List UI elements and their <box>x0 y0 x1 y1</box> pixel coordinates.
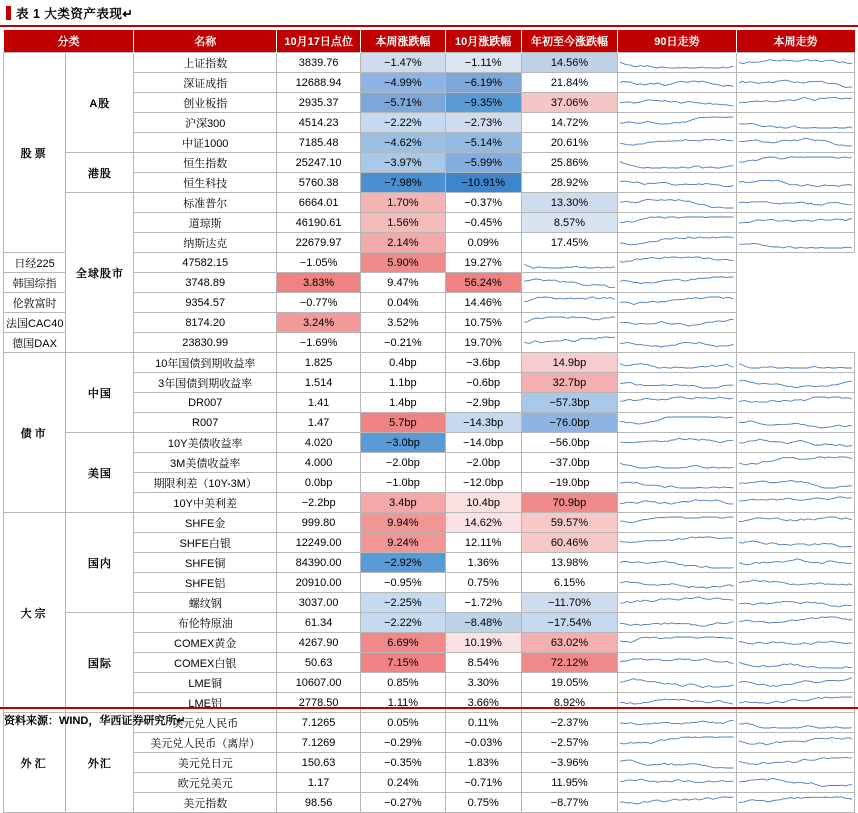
asset-name-cell: 欧元兑美元 <box>134 773 277 793</box>
trend-90d-cell <box>618 613 736 633</box>
level-cell: 7185.48 <box>276 133 360 153</box>
trend-week-cell <box>736 533 854 553</box>
level-cell: 3748.89 <box>134 273 277 293</box>
level-cell: 22679.97 <box>276 233 360 253</box>
trend-week-cell <box>736 113 854 133</box>
week-change-cell: −0.29% <box>361 733 445 753</box>
table-row <box>4 193 855 213</box>
trend-90d-cell <box>521 313 617 333</box>
trend-week-cell <box>736 493 854 513</box>
asset-name-cell: 螺纹钢 <box>134 593 277 613</box>
week-change-cell: 1.70% <box>361 193 445 213</box>
asset-name-cell: 道琼斯 <box>134 213 277 233</box>
month-change-cell: −14.0bp <box>445 433 521 453</box>
ytd-change-cell: 14.72% <box>521 113 617 133</box>
level-cell: 1.41 <box>276 393 360 413</box>
level-cell: 1.514 <box>276 373 360 393</box>
trend-week-cell <box>736 93 854 113</box>
trend-90d-cell <box>618 233 736 253</box>
ytd-change-cell: 13.30% <box>521 193 617 213</box>
month-change-cell: 5.90% <box>361 253 445 273</box>
ytd-change-cell: 19.05% <box>521 673 617 693</box>
ytd-change-cell: −76.0bp <box>521 413 617 433</box>
asset-name-cell: R007 <box>134 413 277 433</box>
month-change-cell: −3.6bp <box>445 353 521 373</box>
level-cell: 7.1265 <box>276 713 360 733</box>
trend-90d-cell <box>618 53 736 73</box>
month-change-cell: 9.47% <box>361 273 445 293</box>
ytd-change-cell: −8.77% <box>521 793 617 813</box>
level-cell: 12249.00 <box>276 533 360 553</box>
asset-name-cell: 伦敦富时 <box>4 293 66 313</box>
month-change-cell: −12.0bp <box>445 473 521 493</box>
month-change-cell: −9.35% <box>445 93 521 113</box>
ytd-change-cell: 25.86% <box>521 153 617 173</box>
level-cell: 46190.61 <box>276 213 360 233</box>
week-change-cell: 6.69% <box>361 633 445 653</box>
table-row <box>4 53 855 73</box>
trend-week-cell <box>736 73 854 93</box>
trend-90d-cell <box>618 513 736 533</box>
week-change-cell: −5.71% <box>361 93 445 113</box>
week-change-cell: −0.95% <box>361 573 445 593</box>
week-change-cell: 1.56% <box>361 213 445 233</box>
group-cell: 外汇 <box>4 713 66 813</box>
week-change-cell: −1.05% <box>276 253 360 273</box>
month-change-cell: 1.36% <box>445 553 521 573</box>
ytd-change-cell: −56.0bp <box>521 433 617 453</box>
col-header-90d-trend: 90日走势 <box>618 30 736 53</box>
trend-week-cell <box>736 473 854 493</box>
asset-name-cell: 3年国债到期收益率 <box>134 373 277 393</box>
month-change-cell: 0.75% <box>445 793 521 813</box>
trend-week-cell <box>736 613 854 633</box>
ytd-change-cell: 28.92% <box>521 173 617 193</box>
ytd-change-cell: 17.45% <box>521 233 617 253</box>
trend-90d-cell <box>618 753 736 773</box>
asset-performance-table <box>3 30 855 813</box>
ytd-change-cell: 13.98% <box>521 553 617 573</box>
level-cell: 2778.50 <box>276 693 360 713</box>
ytd-change-cell: −2.57% <box>521 733 617 753</box>
week-change-cell: 9.94% <box>361 513 445 533</box>
week-change-cell: 1.11% <box>361 693 445 713</box>
week-change-cell: 1.4bp <box>361 393 445 413</box>
month-change-cell: −0.71% <box>445 773 521 793</box>
asset-name-cell: 创业板指 <box>134 93 277 113</box>
col-header-ytd-change: 年初至今涨跌幅 <box>521 30 617 53</box>
trend-week-cell <box>618 293 736 313</box>
asset-name-cell: COMEX白银 <box>134 653 277 673</box>
week-change-cell: 0.4bp <box>361 353 445 373</box>
month-change-cell: −0.37% <box>445 193 521 213</box>
level-cell: 1.825 <box>276 353 360 373</box>
trend-week-cell <box>736 753 854 773</box>
week-change-cell: −1.0bp <box>361 473 445 493</box>
week-change-cell: −0.77% <box>276 293 360 313</box>
ytd-change-cell: 59.57% <box>521 513 617 533</box>
table-row <box>4 613 855 633</box>
ytd-change-cell: −2.37% <box>521 713 617 733</box>
trend-week-cell <box>618 333 736 353</box>
asset-name-cell: 美元兑日元 <box>134 753 277 773</box>
level-cell: 4.020 <box>276 433 360 453</box>
trend-week-cell <box>736 593 854 613</box>
month-change-cell: 14.62% <box>445 513 521 533</box>
ytd-change-cell: −3.96% <box>521 753 617 773</box>
trend-week-cell <box>736 633 854 653</box>
asset-name-cell: SHFE铝 <box>134 573 277 593</box>
week-change-cell: 2.14% <box>361 233 445 253</box>
trend-week-cell <box>736 553 854 573</box>
month-change-cell: 10.19% <box>445 633 521 653</box>
month-change-cell: −0.45% <box>445 213 521 233</box>
trend-week-cell <box>736 173 854 193</box>
trend-90d-cell <box>618 653 736 673</box>
trend-week-cell <box>736 353 854 373</box>
ytd-change-cell: 20.61% <box>521 133 617 153</box>
trend-90d-cell <box>618 193 736 213</box>
week-change-cell: −2.92% <box>361 553 445 573</box>
ytd-change-cell: 56.24% <box>445 273 521 293</box>
asset-name-cell: 纳斯达克 <box>134 233 277 253</box>
asset-name-cell: 德国DAX <box>4 333 66 353</box>
trend-90d-cell <box>618 433 736 453</box>
trend-week-cell <box>736 133 854 153</box>
trend-90d-cell <box>618 553 736 573</box>
level-cell: 3037.00 <box>276 593 360 613</box>
month-change-cell: −14.3bp <box>445 413 521 433</box>
trend-week-cell <box>736 793 854 813</box>
week-change-cell: −1.69% <box>276 333 360 353</box>
trend-90d-cell <box>618 133 736 153</box>
level-cell: 9354.57 <box>134 293 277 313</box>
ytd-change-cell: 14.46% <box>445 293 521 313</box>
asset-name-cell: 上证指数 <box>134 53 277 73</box>
trend-90d-cell <box>618 793 736 813</box>
month-change-cell: 3.52% <box>361 313 445 333</box>
week-change-cell: 3.83% <box>276 273 360 293</box>
trend-90d-cell <box>618 353 736 373</box>
trend-90d-cell <box>618 733 736 753</box>
asset-name-cell: 期限利差（10Y-3M） <box>134 473 277 493</box>
subgroup-cell: 国际 <box>66 613 134 713</box>
level-cell: 23830.99 <box>134 333 277 353</box>
level-cell: 4.000 <box>276 453 360 473</box>
week-change-cell: −7.98% <box>361 173 445 193</box>
col-header-week-change: 本周涨跌幅 <box>361 30 445 53</box>
week-change-cell: 9.24% <box>361 533 445 553</box>
level-cell: 4267.90 <box>276 633 360 653</box>
week-change-cell: −0.27% <box>361 793 445 813</box>
level-cell: 1.17 <box>276 773 360 793</box>
asset-name-cell: SHFE铜 <box>134 553 277 573</box>
level-cell: 8174.20 <box>134 313 277 333</box>
subgroup-cell: 全球股市 <box>66 193 134 353</box>
trend-90d-cell <box>618 493 736 513</box>
asset-name-cell: 恒生科技 <box>134 173 277 193</box>
level-cell: 2935.37 <box>276 93 360 113</box>
level-cell: 5760.38 <box>276 173 360 193</box>
week-change-cell: −3.0bp <box>361 433 445 453</box>
ytd-change-cell: 8.92% <box>521 693 617 713</box>
asset-name-cell: 韩国综指 <box>4 273 66 293</box>
ytd-change-cell: 6.15% <box>521 573 617 593</box>
ytd-change-cell: −17.54% <box>521 613 617 633</box>
month-change-cell: −10.91% <box>445 173 521 193</box>
trend-90d-cell <box>618 213 736 233</box>
asset-name-cell: 10Y中美利差 <box>134 493 277 513</box>
trend-90d-cell <box>618 113 736 133</box>
month-change-cell: −5.14% <box>445 133 521 153</box>
month-change-cell: −5.99% <box>445 153 521 173</box>
trend-week-cell <box>736 673 854 693</box>
week-change-cell: 0.05% <box>361 713 445 733</box>
ytd-change-cell: 37.06% <box>521 93 617 113</box>
asset-name-cell: 10年国债到期收益率 <box>134 353 277 373</box>
week-change-cell: −4.62% <box>361 133 445 153</box>
trend-week-cell <box>736 453 854 473</box>
trend-week-cell <box>736 653 854 673</box>
trend-week-cell <box>618 253 736 273</box>
trend-week-cell <box>736 433 854 453</box>
month-change-cell: −8.48% <box>445 613 521 633</box>
month-change-cell: −2.0bp <box>445 453 521 473</box>
week-change-cell: 5.7bp <box>361 413 445 433</box>
asset-name-cell: DR007 <box>134 393 277 413</box>
ytd-change-cell: −57.3bp <box>521 393 617 413</box>
month-change-cell: −1.11% <box>445 53 521 73</box>
asset-name-cell: 法国CAC40 <box>4 313 66 333</box>
level-cell: 150.63 <box>276 753 360 773</box>
month-change-cell: −2.9bp <box>445 393 521 413</box>
asset-name-cell: 布伦特原油 <box>134 613 277 633</box>
trend-90d-cell <box>618 173 736 193</box>
trend-90d-cell <box>618 373 736 393</box>
week-change-cell: 0.85% <box>361 673 445 693</box>
month-change-cell: −2.73% <box>445 113 521 133</box>
week-change-cell: −2.22% <box>361 613 445 633</box>
level-cell: 999.80 <box>276 513 360 533</box>
table-row <box>4 513 855 533</box>
trend-90d-cell <box>618 473 736 493</box>
trend-90d-cell <box>618 773 736 793</box>
trend-90d-cell <box>618 673 736 693</box>
trend-week-cell <box>736 213 854 233</box>
trend-90d-cell <box>618 453 736 473</box>
ytd-change-cell: 19.70% <box>445 333 521 353</box>
month-change-cell: 1.83% <box>445 753 521 773</box>
asset-name-cell: 深证成指 <box>134 73 277 93</box>
level-cell: 25247.10 <box>276 153 360 173</box>
level-cell: 6664.01 <box>276 193 360 213</box>
asset-name-cell: SHFE金 <box>134 513 277 533</box>
trend-90d-cell <box>618 533 736 553</box>
trend-week-cell <box>736 153 854 173</box>
table-row <box>4 433 855 453</box>
asset-name-cell: 美元兑人民币 <box>134 713 277 733</box>
asset-name-cell: 美元指数 <box>134 793 277 813</box>
week-change-cell: 3.4bp <box>361 493 445 513</box>
col-header-level: 10月17日点位 <box>276 30 360 53</box>
ytd-change-cell: 72.12% <box>521 653 617 673</box>
month-change-cell: 10.4bp <box>445 493 521 513</box>
group-cell: 股票 <box>4 53 66 253</box>
trend-week-cell <box>736 513 854 533</box>
trend-90d-cell <box>618 73 736 93</box>
week-change-cell: −3.97% <box>361 153 445 173</box>
week-change-cell: −2.22% <box>361 113 445 133</box>
trend-90d-cell <box>618 633 736 653</box>
week-change-cell: 1.1bp <box>361 373 445 393</box>
asset-name-cell: COMEX黄金 <box>134 633 277 653</box>
trend-week-cell <box>736 373 854 393</box>
month-change-cell: 0.11% <box>445 713 521 733</box>
asset-name-cell: 标准普尔 <box>134 193 277 213</box>
asset-name-cell: 日经225 <box>4 253 66 273</box>
asset-name-cell: 3M美债收益率 <box>134 453 277 473</box>
col-header-category: 分类 <box>4 30 134 53</box>
week-change-cell: −2.25% <box>361 593 445 613</box>
week-change-cell: −1.47% <box>361 53 445 73</box>
table-row <box>4 153 855 173</box>
trend-90d-cell <box>521 293 617 313</box>
level-cell: 4514.23 <box>276 113 360 133</box>
trend-90d-cell <box>618 93 736 113</box>
level-cell: 50.63 <box>276 653 360 673</box>
level-cell: 7.1269 <box>276 733 360 753</box>
trend-week-cell <box>736 53 854 73</box>
subgroup-cell: 中国 <box>66 353 134 433</box>
month-change-cell: 3.66% <box>445 693 521 713</box>
level-cell: 1.47 <box>276 413 360 433</box>
trend-90d-cell <box>521 333 617 353</box>
month-change-cell: −1.72% <box>445 593 521 613</box>
page-title: 表 1 大类资产表现↵ <box>16 7 134 21</box>
col-header-name: 名称 <box>134 30 277 53</box>
trend-week-cell <box>736 773 854 793</box>
trend-90d-cell <box>618 593 736 613</box>
subgroup-cell: 美国 <box>66 433 134 513</box>
level-cell: 20910.00 <box>276 573 360 593</box>
month-change-cell: −6.19% <box>445 73 521 93</box>
asset-name-cell: SHFE白银 <box>134 533 277 553</box>
level-cell: 61.34 <box>276 613 360 633</box>
asset-name-cell: 美元兑人民币（离岸） <box>134 733 277 753</box>
ytd-change-cell: −37.0bp <box>521 453 617 473</box>
trend-90d-cell <box>618 573 736 593</box>
level-cell: 10607.00 <box>276 673 360 693</box>
ytd-change-cell: 8.57% <box>521 213 617 233</box>
ytd-change-cell: 63.02% <box>521 633 617 653</box>
ytd-change-cell: 14.9bp <box>521 353 617 373</box>
ytd-change-cell: 60.46% <box>521 533 617 553</box>
ytd-change-cell: 70.9bp <box>521 493 617 513</box>
trend-week-cell <box>736 413 854 433</box>
col-header-month-change: 10月涨跌幅 <box>445 30 521 53</box>
month-change-cell: 12.11% <box>445 533 521 553</box>
month-change-cell: −0.03% <box>445 733 521 753</box>
table-body <box>4 53 855 813</box>
level-cell: −2.2bp <box>276 493 360 513</box>
title-accent-mark <box>6 6 11 20</box>
trend-90d-cell <box>618 393 736 413</box>
ytd-change-cell: 21.84% <box>521 73 617 93</box>
level-cell: 84390.00 <box>276 553 360 573</box>
trend-week-cell <box>736 733 854 753</box>
col-header-week-trend: 本周走势 <box>736 30 854 53</box>
subgroup-cell: 港股 <box>66 153 134 193</box>
month-change-cell: 3.30% <box>445 673 521 693</box>
trend-90d-cell <box>618 153 736 173</box>
month-change-cell: −0.6bp <box>445 373 521 393</box>
trend-90d-cell <box>521 253 617 273</box>
month-change-cell: 0.09% <box>445 233 521 253</box>
asset-name-cell: 恒生指数 <box>134 153 277 173</box>
ytd-change-cell: −11.70% <box>521 593 617 613</box>
week-change-cell: 3.24% <box>276 313 360 333</box>
table-header-row <box>4 30 855 53</box>
trend-week-cell <box>736 573 854 593</box>
level-cell: 98.56 <box>276 793 360 813</box>
subgroup-cell: 外汇 <box>66 713 134 813</box>
week-change-cell: 0.24% <box>361 773 445 793</box>
ytd-change-cell: 19.27% <box>445 253 521 273</box>
level-cell: 0.0bp <box>276 473 360 493</box>
asset-name-cell: 10Y美债收益率 <box>134 433 277 453</box>
level-cell: 12688.94 <box>276 73 360 93</box>
title-bar <box>0 0 858 27</box>
trend-90d-cell <box>521 273 617 293</box>
month-change-cell: 0.04% <box>361 293 445 313</box>
ytd-change-cell: 10.75% <box>445 313 521 333</box>
table-row <box>4 353 855 373</box>
month-change-cell: −0.21% <box>361 333 445 353</box>
subgroup-cell: A股 <box>66 53 134 153</box>
week-change-cell: −2.0bp <box>361 453 445 473</box>
subgroup-cell: 国内 <box>66 513 134 613</box>
week-change-cell: 7.15% <box>361 653 445 673</box>
trend-week-cell <box>618 273 736 293</box>
trend-week-cell <box>736 193 854 213</box>
trend-week-cell <box>618 313 736 333</box>
week-change-cell: −4.99% <box>361 73 445 93</box>
month-change-cell: 8.54% <box>445 653 521 673</box>
trend-week-cell <box>736 393 854 413</box>
level-cell: 3839.76 <box>276 53 360 73</box>
level-cell: 47582.15 <box>134 253 277 273</box>
source-footer: 资料来源：WIND，华西证券研究所↵ <box>0 707 858 728</box>
ytd-change-cell: −19.0bp <box>521 473 617 493</box>
ytd-change-cell: 32.7bp <box>521 373 617 393</box>
ytd-change-cell: 11.95% <box>521 773 617 793</box>
ytd-change-cell: 14.56% <box>521 53 617 73</box>
week-change-cell: −0.35% <box>361 753 445 773</box>
asset-name-cell: LME铝 <box>134 693 277 713</box>
asset-name-cell: 中证1000 <box>134 133 277 153</box>
trend-week-cell <box>736 233 854 253</box>
asset-name-cell: 沪深300 <box>134 113 277 133</box>
asset-name-cell: LME铜 <box>134 673 277 693</box>
month-change-cell: 0.75% <box>445 573 521 593</box>
group-cell: 大宗 <box>4 513 66 713</box>
group-cell: 债市 <box>4 353 66 513</box>
trend-90d-cell <box>618 413 736 433</box>
